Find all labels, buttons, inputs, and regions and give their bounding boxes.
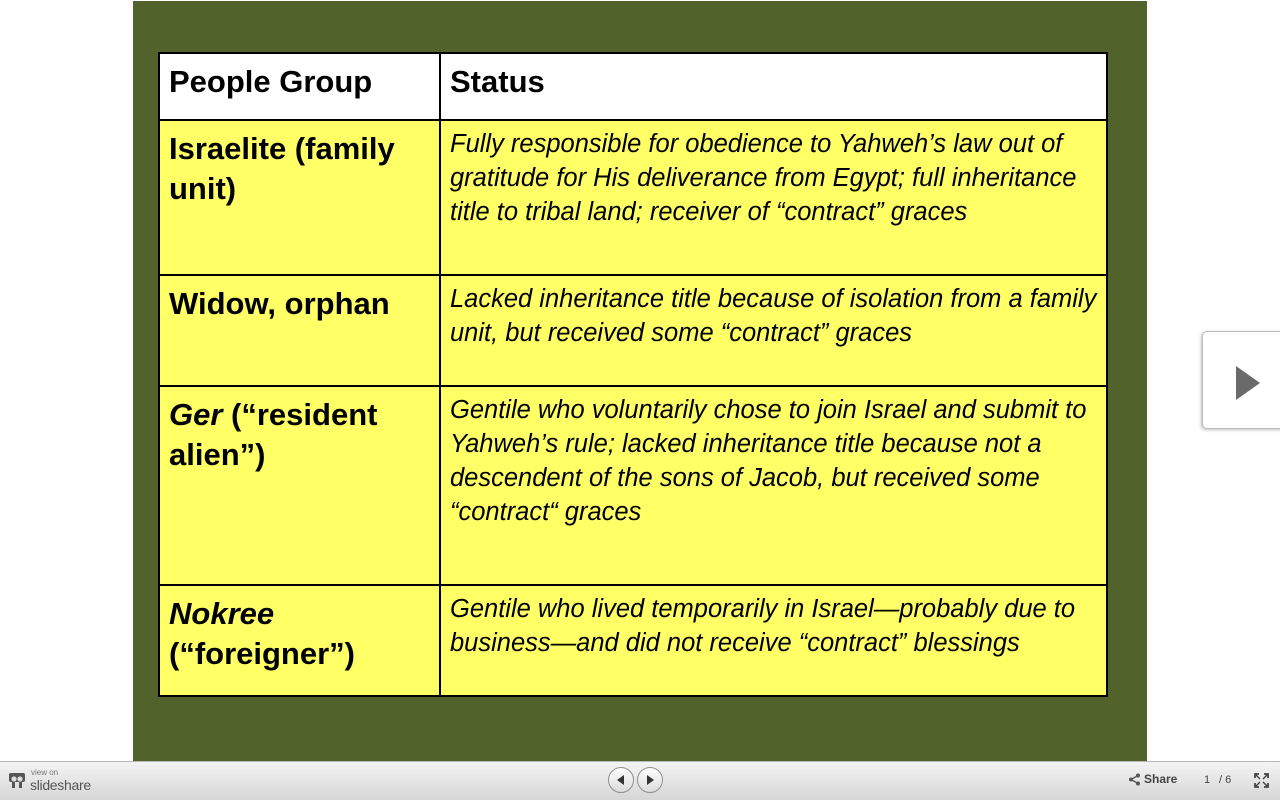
next-slide-toolbar-button[interactable]	[637, 767, 663, 793]
group-cell: Israelite (family unit)	[159, 120, 440, 275]
table-row	[159, 120, 1107, 275]
table-row	[159, 386, 1107, 585]
play-triangle-icon	[1236, 366, 1262, 400]
group-gloss: (“resident alien”)	[169, 397, 378, 472]
status-cell: Lacked inheritance title because of isolation from a family unit, but received some “contract” graces	[440, 275, 1107, 386]
share-icon	[1128, 773, 1141, 786]
slide	[133, 1, 1147, 761]
group-term: Nokree	[169, 596, 275, 631]
table-row	[159, 585, 1107, 696]
next-slide-button[interactable]	[1202, 331, 1280, 429]
view-on-label: view on	[31, 768, 59, 777]
fullscreen-icon[interactable]	[1254, 773, 1269, 788]
group-cell	[159, 386, 440, 585]
total-pages: / 6	[1219, 774, 1232, 786]
group-term: Ger	[169, 397, 223, 432]
status-cell: Fully responsible for obedience to Yahweh’s law out of gratitude for His deliverance from Egypt; full inheritance title to tribal land; receiver of “contract” graces	[440, 120, 1107, 275]
people-status-table	[158, 52, 1108, 697]
status-cell: Gentile who lived temporarily in Israel—probably due to business—and did not receive “contract” blessings	[440, 585, 1107, 696]
header-people-group: People Group	[159, 53, 440, 120]
group-cell	[159, 585, 440, 696]
slideshare-logo-icon	[8, 772, 26, 790]
previous-slide-button[interactable]	[608, 767, 634, 793]
chevron-right-icon	[645, 775, 655, 785]
player-toolbar	[0, 761, 1280, 800]
share-label: Share	[1144, 772, 1178, 786]
table-row	[159, 275, 1107, 386]
status-cell: Gentile who voluntarily chose to join Israel and submit to Yahweh’s rule; lacked inheritance title because not a descendent of the sons of Jacob, but received some “contract“ graces	[440, 386, 1107, 585]
group-gloss: (“foreigner”)	[169, 636, 355, 671]
group-cell: Widow, orphan	[159, 275, 440, 386]
table-header-row	[159, 53, 1107, 120]
header-status: Status	[440, 53, 1107, 120]
current-page: 1	[1204, 774, 1211, 786]
brand-label: slideshare	[30, 777, 91, 793]
chevron-left-icon	[616, 775, 626, 785]
